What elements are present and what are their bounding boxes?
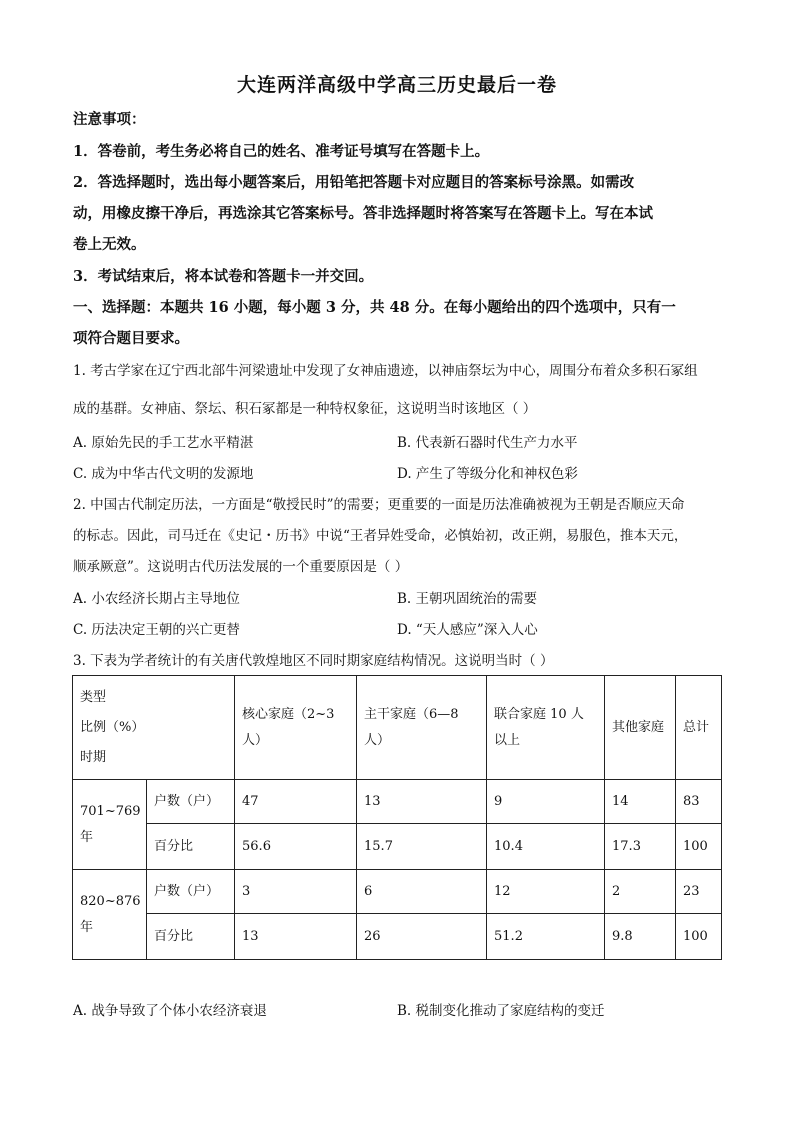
table-cell: 83 bbox=[676, 780, 722, 824]
q1-stem-line-1: 1. 考古学家在辽宁西北部牛河梁遗址中发现了女神庙遗迹，以神庙祭坛为中心，周围分布着众多积石冢组 bbox=[73, 363, 698, 379]
row-label: 百分比 bbox=[147, 824, 235, 870]
header-text: 其他家庭 bbox=[612, 719, 665, 735]
header-other-family bbox=[605, 676, 676, 780]
table-cell: 10.4 bbox=[487, 824, 605, 870]
period-cell bbox=[73, 870, 147, 960]
page-title: 大连两洋高级中学高三历史最后一卷 bbox=[236, 74, 557, 96]
q3-option-a: A. 战争导致了个体小农经济衰退 bbox=[73, 1003, 267, 1019]
table-row bbox=[73, 914, 722, 960]
period-label: 820~876 bbox=[80, 893, 141, 909]
section-1-line-1: 一、选择题：本题共 16 小题，每小题 3 分，共 48 分。在每小题给出的四个选项中，只有一 bbox=[73, 299, 676, 316]
q3-option-b: B. 税制变化推动了家庭结构的变迁 bbox=[397, 1003, 605, 1019]
corner-type-label: 类型 bbox=[80, 689, 107, 705]
period-cell bbox=[73, 780, 147, 870]
q1-option-b: B. 代表新石器时代生产力水平 bbox=[397, 435, 578, 451]
period-label: 年 bbox=[80, 919, 94, 935]
header-text: 联合家庭 10 人 bbox=[494, 706, 584, 722]
table-header-row bbox=[73, 676, 722, 780]
period-label: 701~769 bbox=[80, 803, 141, 819]
q2-option-b: B. 王朝巩固统治的需要 bbox=[397, 591, 538, 607]
table-cell: 23 bbox=[676, 870, 722, 914]
table-cell: 56.6 bbox=[235, 824, 357, 870]
table-cell: 3 bbox=[235, 870, 357, 914]
header-core-family bbox=[235, 676, 357, 780]
table-row bbox=[73, 870, 722, 914]
header-text: 以上 bbox=[494, 732, 521, 748]
table-cell: 14 bbox=[605, 780, 676, 824]
row-label: 户数（户） bbox=[147, 780, 235, 824]
table-cell: 13 bbox=[235, 914, 357, 960]
q2-option-d: D. “天人感应”深入人心 bbox=[397, 622, 538, 638]
table-cell: 9.8 bbox=[605, 914, 676, 960]
table-cell: 47 bbox=[235, 780, 357, 824]
notice-item-2-line-3: 卷上无效。 bbox=[73, 236, 146, 253]
header-joint-family bbox=[487, 676, 605, 780]
header-text: 主干家庭（6—8 bbox=[364, 706, 459, 722]
q1-option-c: C. 成为中华古代文明的发源地 bbox=[73, 466, 254, 482]
q2-stem-line-3: 顺承厥意”。这说明古代历法发展的一个重要原因是（ ） bbox=[73, 559, 409, 575]
table-cell: 26 bbox=[357, 914, 487, 960]
table-cell: 2 bbox=[605, 870, 676, 914]
table-cell: 15.7 bbox=[357, 824, 487, 870]
family-structure-table bbox=[72, 675, 722, 960]
notice-heading: 注意事项： bbox=[73, 111, 146, 128]
notice-item-2-line-1: 2．答选择题时，选出每小题答案后，用铅笔把答题卡对应题目的答案标号涂黑。如需改 bbox=[73, 174, 635, 191]
header-text: 总计 bbox=[683, 719, 710, 735]
row-label: 百分比 bbox=[147, 914, 235, 960]
corner-ratio-label: 比例（%） bbox=[80, 719, 145, 735]
table-cell: 9 bbox=[487, 780, 605, 824]
table-row bbox=[73, 780, 722, 824]
period-label: 年 bbox=[80, 829, 94, 845]
table-cell: 51.2 bbox=[487, 914, 605, 960]
section-1-line-2: 项符合题目要求。 bbox=[73, 330, 189, 347]
table-cell: 100 bbox=[676, 914, 722, 960]
q1-option-d: D. 产生了等级分化和神权色彩 bbox=[397, 466, 578, 482]
notice-item-2-line-2: 动，用橡皮擦干净后，再选涂其它答案标号。答非选择题时将答案写在答题卡上。写在本试 bbox=[73, 205, 653, 222]
q2-option-c: C. 历法决定王朝的兴亡更替 bbox=[73, 622, 240, 638]
header-total bbox=[676, 676, 722, 780]
notice-item-1: 1．答卷前，考生务必将自己的姓名、准考证号填写在答题卡上。 bbox=[73, 143, 490, 160]
table-cell: 12 bbox=[487, 870, 605, 914]
q2-stem-line-2: 的标志。因此，司马迁在《史记・历书》中说“王者异姓受命，必慎始初，改正朔，易服色，推本天元， bbox=[73, 528, 688, 544]
table-cell: 6 bbox=[357, 870, 487, 914]
q2-stem-line-1: 2. 中国古代制定历法，一方面是“敬授民时”的需要；更重要的一面是历法准确被视为王朝是否顺应天命 bbox=[73, 497, 685, 513]
table-cell: 13 bbox=[357, 780, 487, 824]
q2-option-a: A. 小农经济长期占主导地位 bbox=[73, 591, 240, 607]
header-text: 人） bbox=[242, 732, 269, 748]
q3-stem: 3. 下表为学者统计的有关唐代敦煌地区不同时期家庭结构情况。这说明当时（ ） bbox=[73, 653, 554, 669]
table-cell: 17.3 bbox=[605, 824, 676, 870]
row-label: 户数（户） bbox=[147, 870, 235, 914]
header-text: 人） bbox=[364, 732, 391, 748]
q1-option-a: A. 原始先民的手工艺水平精湛 bbox=[73, 435, 254, 451]
table-corner-cell bbox=[73, 676, 235, 780]
notice-item-3: 3．考试结束后，将本试卷和答题卡一并交回。 bbox=[73, 268, 374, 285]
corner-period-label: 时期 bbox=[80, 749, 107, 765]
q1-stem-line-2: 成的基群。女神庙、祭坛、积石冢都是一种特权象征，这说明当时该地区（ ） bbox=[73, 401, 537, 417]
header-text: 核心家庭（2~3 bbox=[242, 706, 335, 722]
header-stem-family bbox=[357, 676, 487, 780]
table-row bbox=[73, 824, 722, 870]
table-cell: 100 bbox=[676, 824, 722, 870]
